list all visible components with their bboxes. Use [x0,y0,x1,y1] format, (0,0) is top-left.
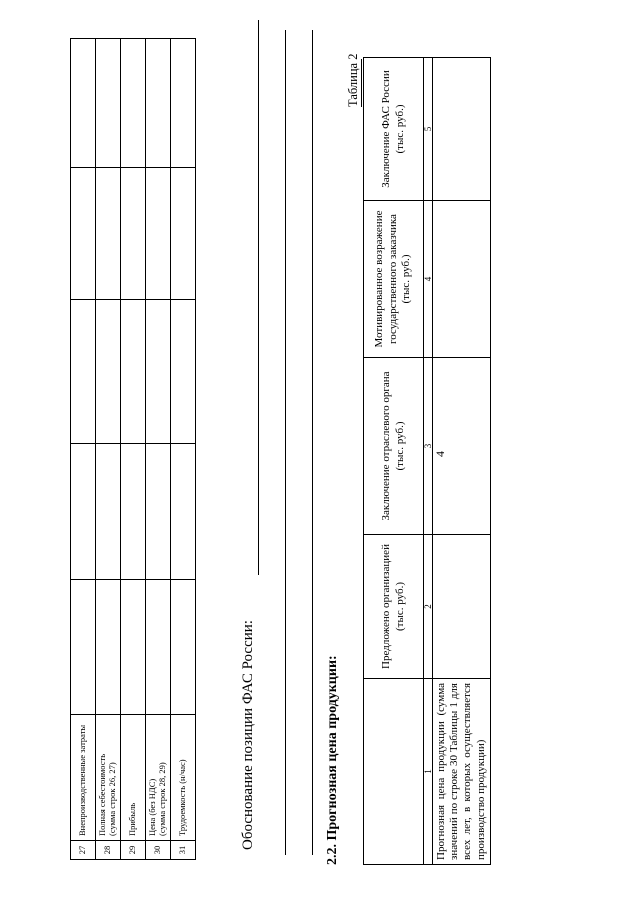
row-label-line: (сумма строк 28, 29) [157,762,167,836]
row-label [146,715,171,841]
row-label [96,715,121,841]
value-cell [71,168,96,300]
row-number: 28 [96,841,121,860]
row-number: 30 [146,841,171,860]
value-cell [121,300,146,444]
table-row [71,39,96,860]
value-cell [433,358,491,535]
table-row [146,39,171,860]
table-2-label: Таблица 2 [346,53,360,107]
row-label-line: Полная себестоимость [97,753,108,836]
value-cell [146,300,171,444]
row-number: 27 [71,841,96,860]
header-cell [364,679,424,865]
index-cell: 2 [424,535,433,679]
table-2-label-underline [361,59,362,107]
value-cell [121,168,146,300]
rationale-line-1 [258,20,259,575]
value-cell [121,580,146,715]
section-title: 2.2. Прогнозная цена продукции: [325,655,340,865]
value-cell [121,444,146,580]
value-cell [71,444,96,580]
value-cell [146,580,171,715]
row-label-line: Прибыль [127,802,138,836]
value-cell [96,300,121,444]
row-label [171,715,196,841]
row-label [71,715,96,841]
value-cell [96,580,121,715]
table-row [433,58,491,865]
index-cell: 1 [424,679,433,865]
value-cell [121,39,146,168]
value-cell [96,444,121,580]
header-cell: Заключение ФАС России (тыс. руб.) [364,58,424,201]
header-cell: Заключение отраслевого органа (тыс. руб.) [364,358,424,535]
row-number: 31 [171,841,196,860]
row-label: Прогнозная цена продукции (сумма значений по строке 30 Таблицы 1 для всех лет, в которых осуществляется производство продукции) [433,679,491,865]
row-number: 29 [121,841,146,860]
table-row [171,39,196,860]
value-cell [96,39,121,168]
page-number: 4 [433,451,447,457]
row-label [121,715,146,841]
value-cell [433,201,491,358]
value-cell [171,168,196,300]
row-label-line: (сумма строк 26, 27) [107,762,117,836]
value-cell [171,580,196,715]
column-index-row [424,58,433,865]
row-label-line: Трудоемкость (н/час) [177,759,188,836]
row-label-line: Цена (без НДС) [147,778,158,836]
value-cell [146,39,171,168]
value-cell [171,300,196,444]
header-cell: Мотивированное возражение государственного заказчика (тыс. руб.) [364,201,424,358]
index-cell: 5 [424,58,433,201]
value-cell [71,580,96,715]
value-cell [71,300,96,444]
cost-table [70,38,196,860]
table-header-row [364,58,424,865]
rationale-label: Обоснование позиции ФАС России: [240,620,256,850]
value-cell [146,444,171,580]
index-cell: 4 [424,201,433,358]
row-label-line: Внепроизводственные затраты [77,724,88,836]
rationale-line-3 [312,30,313,855]
header-cell: Предложено организацией (тыс. руб.) [364,535,424,679]
value-cell [171,39,196,168]
forecast-price-table [363,57,491,865]
value-cell [171,444,196,580]
fas-rationale [240,0,270,850]
value-cell [146,168,171,300]
value-cell [433,58,491,201]
table-row [121,39,146,860]
index-cell: 3 [424,358,433,535]
table-row [96,39,121,860]
value-cell [433,535,491,679]
value-cell [96,168,121,300]
value-cell [71,39,96,168]
rationale-line-2 [285,30,286,855]
